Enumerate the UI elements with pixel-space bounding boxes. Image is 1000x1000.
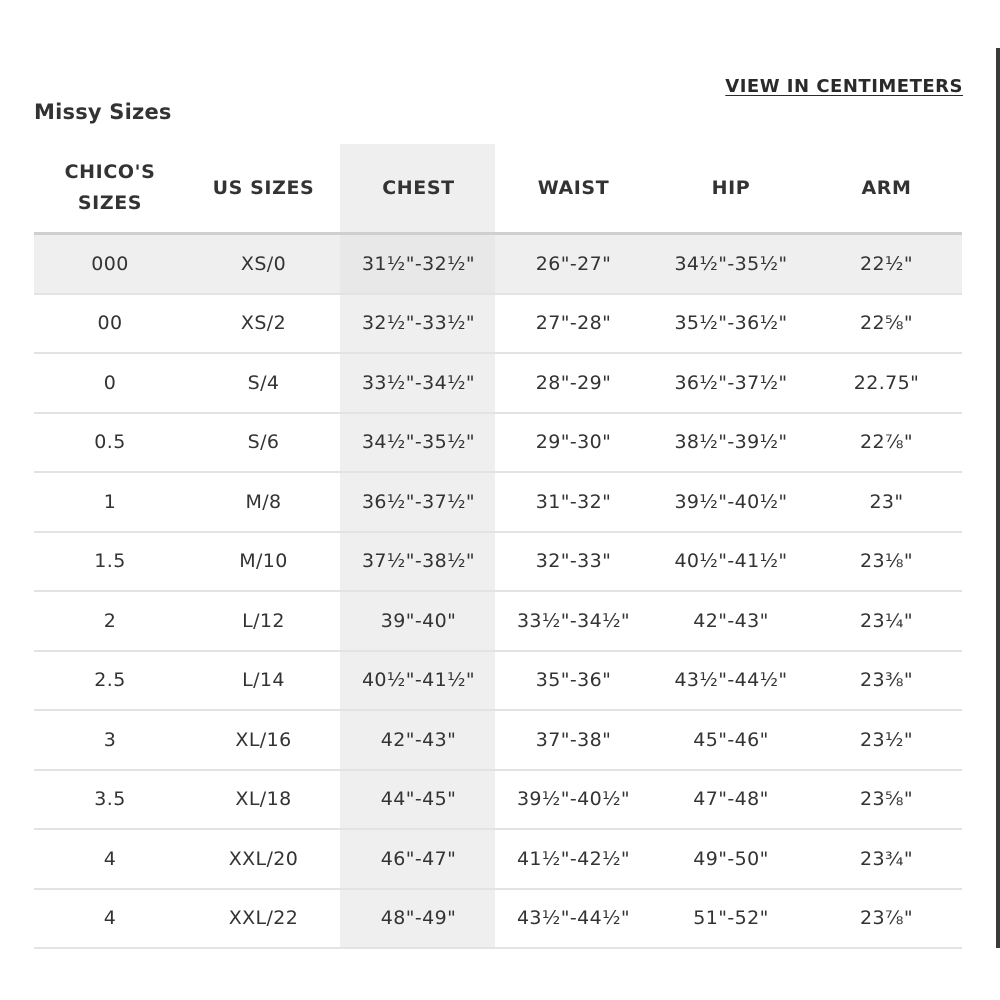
cell-hip: 42"-43" [693, 609, 769, 632]
table-row [34, 354, 962, 414]
cell-us-size: S/4 [247, 371, 280, 394]
cell-hip: 47"-48" [693, 788, 769, 811]
cell-waist: 31"-32" [535, 490, 612, 513]
cell-hip: 49"-50" [693, 847, 769, 870]
cell-waist: 26"-27" [535, 252, 612, 275]
table-row [34, 533, 962, 593]
header-arm: ARM [861, 176, 912, 199]
cell-arm: 23⅜" [860, 669, 913, 692]
cell-hip: 38½"-39½" [674, 431, 788, 454]
cell-waist: 27"-28" [535, 312, 612, 335]
cell-chicos-size: 00 [97, 312, 123, 335]
header-chest: CHEST [382, 176, 455, 199]
header-chicos-sizes: CHICO'S SIZES [64, 161, 156, 214]
cell-arm: 23⅛" [860, 550, 913, 573]
cell-chest: 39"-40" [380, 609, 457, 632]
cell-waist: 28"-29" [535, 371, 612, 394]
cell-chicos-size: 2.5 [94, 669, 126, 692]
cell-us-size: L/12 [242, 609, 285, 632]
cell-hip: 51"-52" [693, 907, 769, 930]
cell-arm: 22⅝" [860, 312, 913, 335]
table-row [34, 414, 962, 474]
header-waist: WAIST [537, 176, 610, 199]
table-row [34, 235, 962, 295]
cell-chest: 36½"-37½" [361, 490, 476, 513]
view-in-centimeters-link[interactable]: VIEW IN CENTIMETERS [725, 76, 963, 97]
cell-waist: 43½"-44½" [516, 907, 631, 930]
cell-us-size: M/8 [245, 490, 282, 513]
cell-arm: 23¾" [860, 847, 913, 870]
cell-chicos-size: 1.5 [94, 550, 126, 573]
cell-chest: 32½"-33½" [361, 312, 476, 335]
cell-chest: 44"-45" [380, 788, 457, 811]
cell-waist: 35"-36" [535, 669, 612, 692]
cell-hip: 40½"-41½" [674, 550, 788, 573]
cell-chicos-size: 0.5 [94, 431, 126, 454]
header-hip: HIP [711, 176, 751, 199]
cell-chicos-size: 4 [103, 907, 117, 930]
cell-hip: 36½"-37½" [674, 371, 788, 394]
cell-us-size: S/6 [247, 431, 280, 454]
cell-chest: 48"-49" [380, 907, 457, 930]
cell-hip: 45"-46" [693, 728, 769, 751]
table-body [34, 235, 962, 949]
cell-chicos-size: 1 [103, 490, 117, 513]
cell-hip: 43½"-44½" [674, 669, 788, 692]
cell-chicos-size: 3 [103, 728, 117, 751]
cell-hip: 39½"-40½" [674, 490, 788, 513]
cell-chicos-size: 3.5 [94, 788, 126, 811]
size-chart-table [34, 144, 962, 949]
cell-arm: 23¼" [860, 609, 913, 632]
cell-arm: 23" [869, 490, 904, 513]
cell-chicos-size: 4 [103, 847, 117, 870]
cell-arm: 22⅞" [860, 431, 913, 454]
cell-waist: 37"-38" [535, 728, 612, 751]
table-row [34, 295, 962, 355]
cell-waist: 32"-33" [535, 550, 612, 573]
cell-us-size: XL/18 [235, 788, 292, 811]
cell-us-size: XXL/20 [228, 847, 299, 870]
table-row [34, 652, 962, 712]
cell-us-size: XL/16 [235, 728, 292, 751]
cell-waist: 33½"-34½" [516, 609, 631, 632]
table-row [34, 830, 962, 890]
table-row [34, 771, 962, 831]
cell-waist: 29"-30" [535, 431, 612, 454]
cell-arm: 23½" [860, 728, 913, 751]
cell-chest: 31½"-32½" [361, 252, 476, 275]
cell-chicos-size: 0 [103, 371, 117, 394]
page-title: Missy Sizes [34, 100, 172, 124]
cell-us-size: XS/2 [240, 312, 287, 335]
cell-chicos-size: 2 [103, 609, 117, 632]
cell-chest: 33½"-34½" [361, 371, 476, 394]
cell-hip: 35½"-36½" [674, 312, 788, 335]
cell-arm: 23⅞" [860, 907, 913, 930]
cell-arm: 22½" [860, 252, 913, 275]
cell-waist: 39½"-40½" [516, 788, 631, 811]
header-us-sizes: US SIZES [212, 176, 315, 199]
cell-chicos-size: 000 [91, 252, 129, 275]
cell-chest: 42"-43" [380, 728, 457, 751]
page-edge-divider [996, 48, 1000, 948]
cell-arm: 23⅝" [860, 788, 913, 811]
cell-chest: 40½"-41½" [361, 669, 476, 692]
cell-hip: 34½"-35½" [674, 252, 788, 275]
cell-arm: 22.75" [853, 371, 920, 394]
cell-chest: 37½"-38½" [361, 550, 476, 573]
table-row [34, 890, 962, 950]
table-row [34, 592, 962, 652]
table-row [34, 711, 962, 771]
cell-waist: 41½"-42½" [516, 847, 631, 870]
cell-chest: 34½"-35½" [361, 431, 476, 454]
cell-us-size: M/10 [239, 550, 288, 573]
cell-chest: 46"-47" [380, 847, 457, 870]
cell-us-size: XXL/22 [228, 907, 299, 930]
table-row [34, 473, 962, 533]
cell-us-size: XS/0 [240, 252, 287, 275]
table-header-row [34, 144, 962, 235]
cell-us-size: L/14 [242, 669, 285, 692]
